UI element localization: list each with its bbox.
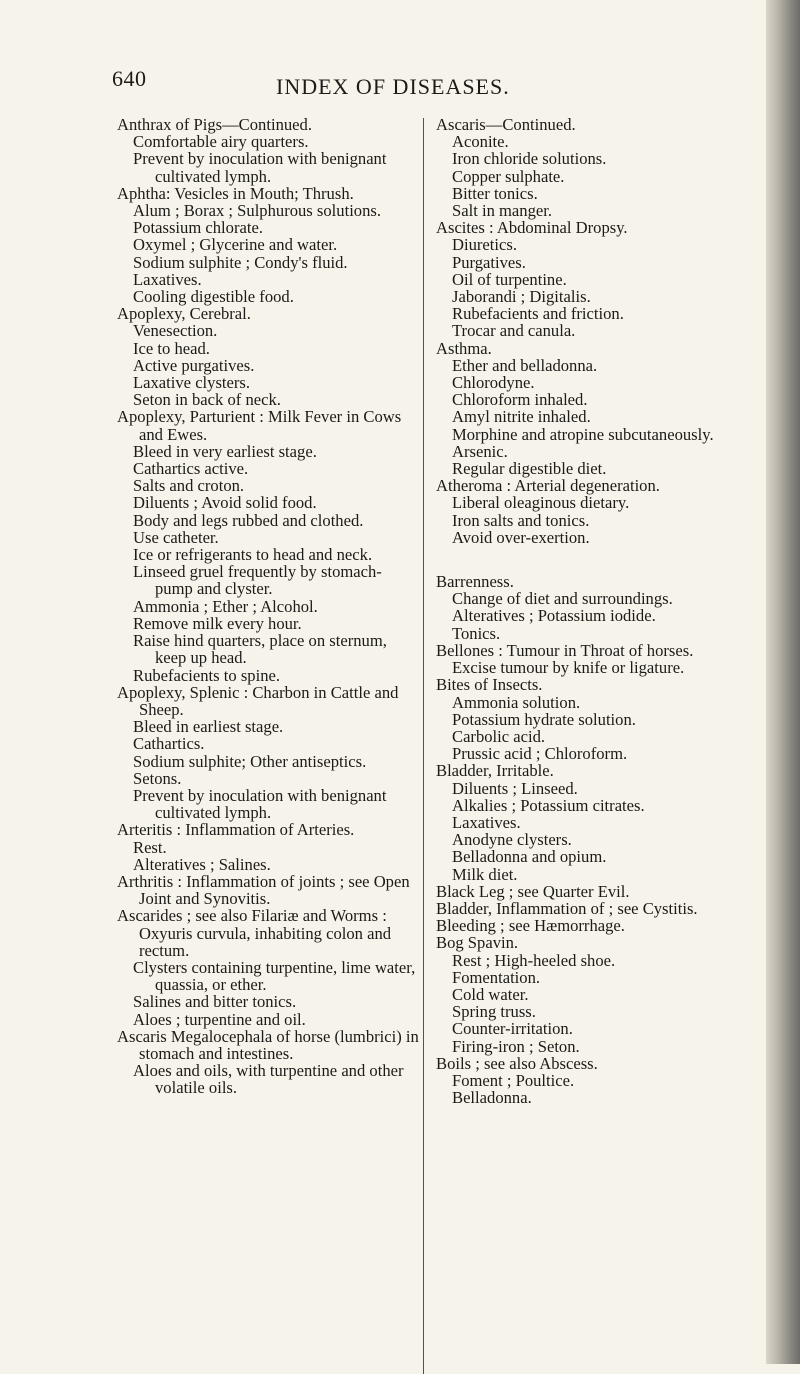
index-heading: Bog Spavin. <box>436 933 519 953</box>
index-subentry: Diluents ; Linseed. <box>452 778 578 798</box>
index-subentry: Bitter tonics. <box>452 183 538 203</box>
index-subentry: Potassium chlorate. <box>133 218 263 238</box>
index-subentry: Cathartics. <box>133 734 205 754</box>
index-subentry: Firing-iron ; Seton. <box>452 1036 580 1056</box>
index-subentry: Aloes ; turpentine and oil. <box>133 1009 306 1029</box>
index-subentry: Regular digestible diet. <box>452 459 607 479</box>
index-subentry: Diluents ; Avoid solid food. <box>133 493 317 513</box>
index-subentry: Alum ; Borax ; Sulphurous solutions. <box>133 201 381 221</box>
index-subentry: Venesection. <box>133 321 218 341</box>
index-heading: Atheroma : Arterial degeneration. <box>436 476 660 496</box>
index-subentry: Rubefacients to spine. <box>133 665 281 685</box>
index-subentry: Remove milk every hour. <box>133 613 302 633</box>
index-subentry: Aconite. <box>452 132 509 152</box>
index-subentry: Morphine and atropine subcutaneously. <box>452 424 714 444</box>
index-subentry: Iron salts and tonics. <box>452 510 590 530</box>
index-heading: Bleeding ; see Hæmorrhage. <box>436 916 625 936</box>
index-heading: Arteritis : Inflammation of Arteries. <box>117 820 355 840</box>
index-heading: Apoplexy, Parturient : Milk Fever in Cows and Ewes. <box>117 407 402 444</box>
index-subentry: Alteratives ; Salines. <box>133 854 271 874</box>
index-subentry: Raise hind quarters, place on sternum, keep up head. <box>133 631 387 668</box>
column-divider <box>423 118 424 1374</box>
index-subentry: Prevent by inoculation with benignant cultivated lymph. <box>133 149 387 186</box>
index-subentry: Purgatives. <box>452 252 526 272</box>
index-subentry: Setons. <box>133 768 182 788</box>
index-subentry: Counter-irritation. <box>452 1019 573 1039</box>
index-subentry: Ammonia solution. <box>452 692 581 712</box>
index-subentry: Aloes and oils, with turpentine and other volatile oils. <box>133 1061 404 1098</box>
index-subentry: Laxative clysters. <box>133 373 251 393</box>
index-subentry: Active purgatives. <box>133 355 255 375</box>
index-subentry: Diuretics. <box>452 235 517 255</box>
index-subentry: Prussic acid ; Chloroform. <box>452 744 628 764</box>
index-subentry: Amyl nitrite inhaled. <box>452 407 591 427</box>
index-subentry: Milk diet. <box>452 864 518 884</box>
index-subentry: Trocar and canula. <box>452 321 576 341</box>
index-subentry: Rest. <box>133 837 167 857</box>
left-column <box>117 116 419 1097</box>
index-heading: Aphtha: Vesicles in Mouth; Thrush. <box>117 183 354 203</box>
index-subentry: Salts and croton. <box>133 476 245 496</box>
index-subentry: Jaborandi ; Digitalis. <box>452 287 591 307</box>
index-subentry: Cathartics active. <box>133 459 249 479</box>
index-subentry: Comfortable airy quarters. <box>133 132 309 152</box>
index-subentry: Use catheter. <box>133 527 219 547</box>
index-subentry: Avoid over-exertion. <box>452 527 590 547</box>
index-subentry: Chlorodyne. <box>452 373 535 393</box>
index-subentry: Spring truss. <box>452 1002 536 1022</box>
index-subentry: Cold water. <box>452 984 529 1004</box>
index-subentry: Liberal oleaginous dietary. <box>452 493 630 513</box>
index-subentry: Carbolic acid. <box>452 726 546 746</box>
index-subentry: Alteratives ; Potassium iodide. <box>452 606 656 626</box>
index-subentry: Body and legs rubbed and clothed. <box>133 510 364 530</box>
index-subentry: Tonics. <box>452 623 501 643</box>
index-heading: Boils ; see also Abscess. <box>436 1053 598 1073</box>
index-heading: Bites of Insects. <box>436 675 543 695</box>
index-heading: Anthrax of Pigs—Continued. <box>117 115 312 134</box>
index-heading: Apoplexy, Splenic : Charbon in Cattle and Sheep. <box>117 682 399 719</box>
index-heading: Ascites : Abdominal Dropsy. <box>436 218 628 238</box>
right-column <box>436 116 758 1106</box>
index-heading: Apoplexy, Cerebral. <box>117 304 251 324</box>
index-subentry: Salt in manger. <box>452 201 553 221</box>
index-heading: Ascaris—Continued. <box>436 115 576 134</box>
index-subentry: Sodium sulphite; Other antiseptics. <box>133 751 367 771</box>
index-heading: Bladder, Irritable. <box>436 761 554 781</box>
index-heading: Ascaris Megalocephala of horse (lumbrici) in stomach and intestines. <box>117 1026 419 1063</box>
index-subentry: Clysters containing turpentine, lime water, quassia, or ether. <box>133 957 416 995</box>
index-heading: Arthritis : Inflammation of joints ; see Open Joint and Synovitis. <box>117 871 410 909</box>
index-subentry: Linseed gruel frequently by stomach-pump and clyster. <box>133 562 382 599</box>
index-subentry: Fomentation. <box>452 967 541 987</box>
index-subentry: Rest ; High-heeled shoe. <box>452 950 616 970</box>
index-subentry: Salines and bitter tonics. <box>133 992 297 1012</box>
book-binding-edge <box>766 0 800 1364</box>
index-heading: Bellones : Tumour in Throat of horses. <box>436 640 694 660</box>
index-subentry: Anodyne clysters. <box>452 830 572 850</box>
index-subentry: Ammonia ; Ether ; Alcohol. <box>133 596 318 616</box>
index-subentry: Ether and belladonna. <box>452 355 598 375</box>
page-number: 640 <box>112 66 147 91</box>
index-subentry: Belladonna. <box>452 1088 532 1108</box>
running-head: INDEX OF DISEASES. <box>276 74 510 99</box>
index-heading: Black Leg ; see Quarter Evil. <box>436 881 630 901</box>
index-subentry: Change of diet and surroundings. <box>452 589 673 609</box>
index-subentry: Arsenic. <box>452 441 508 461</box>
index-subentry: Bleed in earliest stage. <box>133 717 284 737</box>
index-subentry: Laxatives. <box>133 269 202 289</box>
index-subentry: Oil of turpentine. <box>452 269 567 289</box>
index-heading: Bladder, Inflammation of ; see Cystitis. <box>436 898 698 918</box>
index-subentry: Ice to head. <box>133 338 210 358</box>
index-subentry: Excise tumour by knife or ligature. <box>452 658 685 678</box>
index-heading: Asthma. <box>436 338 492 358</box>
index-subentry: Prevent by inoculation with benignant cultivated lymph. <box>133 785 387 823</box>
index-heading: Ascarides ; see also Filariæ and Worms : Oxyuris curvula, inhabiting colon and rectum. <box>117 906 392 960</box>
index-subentry: Rubefacients and friction. <box>452 304 624 324</box>
index-heading: Barrenness. <box>436 572 514 592</box>
index-subentry: Iron chloride solutions. <box>452 149 607 169</box>
index-subentry: Belladonna and opium. <box>452 847 607 867</box>
index-subentry: Laxatives. <box>452 812 521 832</box>
index-subentry: Seton in back of neck. <box>133 390 281 410</box>
index-subentry: Potassium hydrate solution. <box>452 709 636 729</box>
index-subentry: Alkalies ; Potassium citrates. <box>452 795 645 815</box>
index-subentry: Bleed in very earliest stage. <box>133 441 317 461</box>
index-subentry: Oxymel ; Glycerine and water. <box>133 235 338 255</box>
index-subentry: Foment ; Poultice. <box>452 1070 575 1090</box>
index-subentry: Copper sulphate. <box>452 166 565 186</box>
index-subentry: Ice or refrigerants to head and neck. <box>133 545 373 565</box>
index-subentry: Cooling digestible food. <box>133 287 294 307</box>
index-subentry: Sodium sulphite ; Condy's fluid. <box>133 252 348 272</box>
index-subentry: Chloroform inhaled. <box>452 390 588 410</box>
